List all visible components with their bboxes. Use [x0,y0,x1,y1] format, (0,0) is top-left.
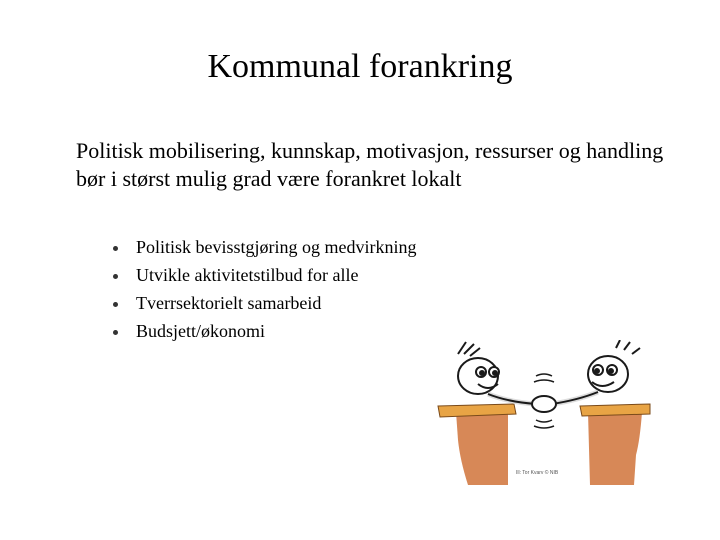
bullet-icon [113,246,118,251]
bullet-text: Politisk bevisstgjøring og medvirkning [136,236,417,257]
right-wall-icon [588,412,642,485]
bullet-item [113,233,417,261]
slide-title: Kommunal forankring [207,48,513,85]
clasped-hands-icon [532,396,556,412]
illustration-credit: Ill: Tor Kvarv © NIB [516,470,559,476]
bullet-icon [113,302,118,307]
handshake-cartoon-icon [428,340,658,485]
intro-paragraph: Politisk mobilisering, kunnskap, motivasjon, ressurser og handling bør i størst mulig grad være forankret lokalt [76,138,664,191]
bullet-item [113,289,417,317]
bullet-item [113,317,417,345]
bullet-icon [113,274,118,279]
right-character-icon [552,340,640,404]
bullet-list [113,233,417,345]
bullet-text: Utvikle aktivitetstilbud for alle [136,264,359,285]
bullet-item [113,261,417,289]
left-character-icon [458,342,536,404]
bullet-text: Tverrsektorielt samarbeid [136,292,322,313]
bullet-text: Budsjett/økonomi [136,320,266,341]
bullet-icon [113,330,118,335]
left-wall-icon [456,412,508,485]
right-ledge-icon [580,404,650,416]
